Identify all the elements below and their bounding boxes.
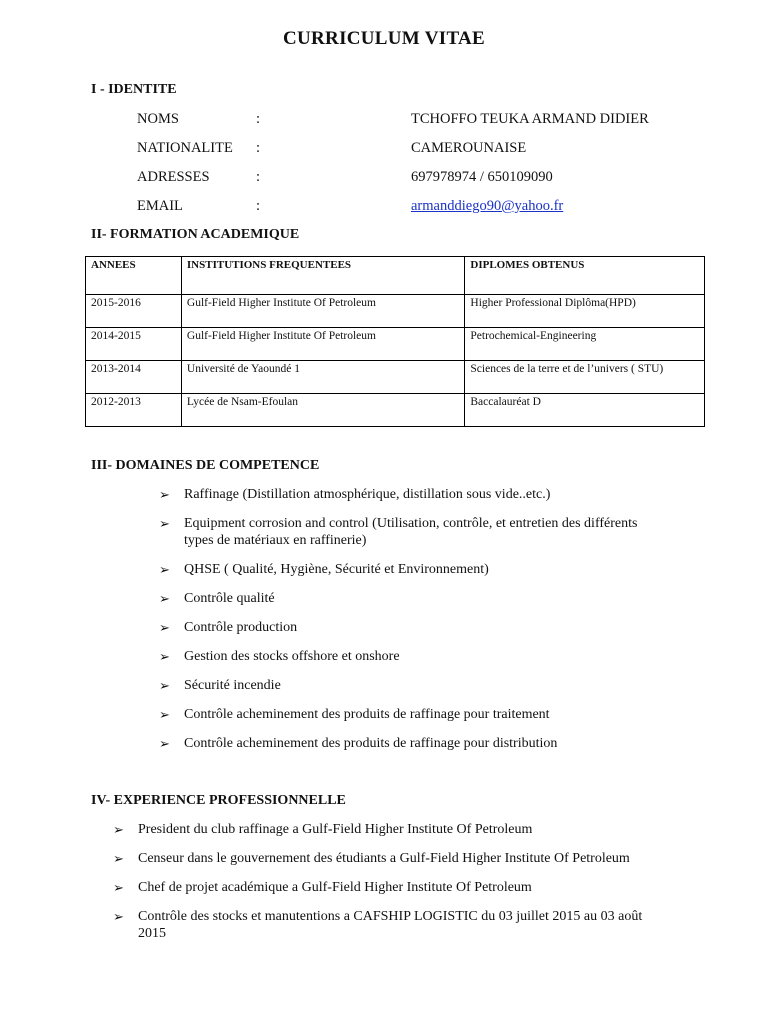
list-item: ➢ Raffinage (Distillation atmosphérique, distillation sous vide..etc.) xyxy=(159,487,551,502)
arrowhead-bullet-icon: ➢ xyxy=(159,487,170,502)
arrowhead-bullet-icon: ➢ xyxy=(159,620,170,635)
identity-separator: : xyxy=(256,169,261,185)
table-row xyxy=(86,394,705,427)
identity-separator: : xyxy=(256,111,261,127)
identity-separator: : xyxy=(256,198,261,214)
table-cell-institution: Lycée de Nsam-Efoulan xyxy=(181,394,465,427)
identity-label: EMAIL xyxy=(137,198,183,214)
table-cell-year: 2012-2013 xyxy=(86,394,182,427)
list-item: ➢ Censeur dans le gouvernement des étudiants a Gulf-Field Higher Institute Of Petroleum xyxy=(113,851,630,866)
arrowhead-bullet-icon: ➢ xyxy=(159,591,170,606)
column-header-annees: ANNEES xyxy=(86,257,182,295)
table-cell-diploma: Higher Professional Diplôma(HPD) xyxy=(465,295,705,328)
section-heading-formation: II- FORMATION ACADEMIQUE xyxy=(91,227,300,242)
document-title: CURRICULUM VITAE xyxy=(282,28,486,49)
experience-list xyxy=(113,821,673,954)
table-row xyxy=(86,328,705,361)
list-item: ➢ Contrôle qualité xyxy=(159,591,275,606)
identity-row-email xyxy=(137,198,717,218)
arrowhead-bullet-icon: ➢ xyxy=(159,562,170,577)
education-table xyxy=(85,256,705,427)
arrowhead-bullet-icon: ➢ xyxy=(159,707,170,722)
table-cell-institution: Gulf-Field Higher Institute Of Petroleum xyxy=(181,328,465,361)
identity-label: NOMS xyxy=(137,111,179,127)
column-header-diplomes: DIPLOMES OBTENUS xyxy=(465,257,705,295)
table-cell-diploma: Sciences de la terre et de l’univers ( STU) xyxy=(465,361,705,394)
list-item: ➢ Contrôle acheminement des produits de raffinage pour traitement xyxy=(159,707,550,722)
arrowhead-bullet-icon: ➢ xyxy=(159,516,170,531)
list-item: ➢ Equipment corrosion and control (Utilisation, contrôle, et entretien des différents types de matériaux en raffinerie) xyxy=(159,516,638,548)
table-cell-institution: Université de Yaoundé 1 xyxy=(181,361,465,394)
table-cell-year: 2015-2016 xyxy=(86,295,182,328)
identity-value-name: TCHOFFO TEUKA ARMAND DIDIER xyxy=(411,111,649,127)
table-row xyxy=(86,361,705,394)
list-item: ➢ QHSE ( Qualité, Hygiène, Sécurité et Environnement) xyxy=(159,562,489,577)
list-item: ➢ Contrôle des stocks et manutentions a CAFSHIP LOGISTIC du 03 juillet 2015 au 03 août 2015 xyxy=(113,909,643,941)
identity-value-nationality: CAMEROUNAISE xyxy=(411,140,527,156)
list-item: ➢ Gestion des stocks offshore et onshore xyxy=(159,649,400,664)
section-heading-experience: IV- EXPERIENCE PROFESSIONNELLE xyxy=(91,793,346,808)
identity-separator: : xyxy=(256,140,261,156)
table-cell-institution: Gulf-Field Higher Institute Of Petroleum xyxy=(181,295,465,328)
email-link[interactable]: armanddiego90@yahoo.fr xyxy=(411,198,564,214)
column-header-institutions: INSTITUTIONS FREQUENTEES xyxy=(181,257,465,295)
arrowhead-bullet-icon: ➢ xyxy=(113,880,124,895)
list-item: ➢ Sécurité incendie xyxy=(159,678,281,693)
section-heading-competence: III- DOMAINES DE COMPETENCE xyxy=(91,458,320,473)
arrowhead-bullet-icon: ➢ xyxy=(159,736,170,751)
arrowhead-bullet-icon: ➢ xyxy=(113,851,124,866)
table-cell-diploma: Petrochemical-Engineering xyxy=(465,328,705,361)
identity-label: ADRESSES xyxy=(137,169,210,185)
section-heading-identite: I - IDENTITE xyxy=(91,82,177,97)
table-header-row xyxy=(86,257,705,295)
list-item: ➢ Contrôle acheminement des produits de raffinage pour distribution xyxy=(159,736,558,751)
identity-row-adresses xyxy=(137,169,717,189)
list-item: ➢ Chef de projet académique a Gulf-Field Higher Institute Of Petroleum xyxy=(113,880,532,895)
table-row xyxy=(86,295,705,328)
arrowhead-bullet-icon: ➢ xyxy=(159,649,170,664)
arrowhead-bullet-icon: ➢ xyxy=(159,678,170,693)
list-item: ➢ Contrôle production xyxy=(159,620,298,635)
identity-row-nationalite xyxy=(137,140,717,160)
table-cell-diploma: Baccalauréat D xyxy=(465,394,705,427)
identity-label: NATIONALITE xyxy=(137,140,233,156)
competence-list xyxy=(159,486,639,764)
identity-value-phone: 697978974 / 650109090 xyxy=(411,169,553,185)
arrowhead-bullet-icon: ➢ xyxy=(113,822,124,837)
table-cell-year: 2014-2015 xyxy=(86,328,182,361)
identity-row-noms xyxy=(137,111,717,131)
table-cell-year: 2013-2014 xyxy=(86,361,182,394)
arrowhead-bullet-icon: ➢ xyxy=(113,909,124,924)
list-item: ➢ President du club raffinage a Gulf-Field Higher Institute Of Petroleum xyxy=(113,822,533,837)
